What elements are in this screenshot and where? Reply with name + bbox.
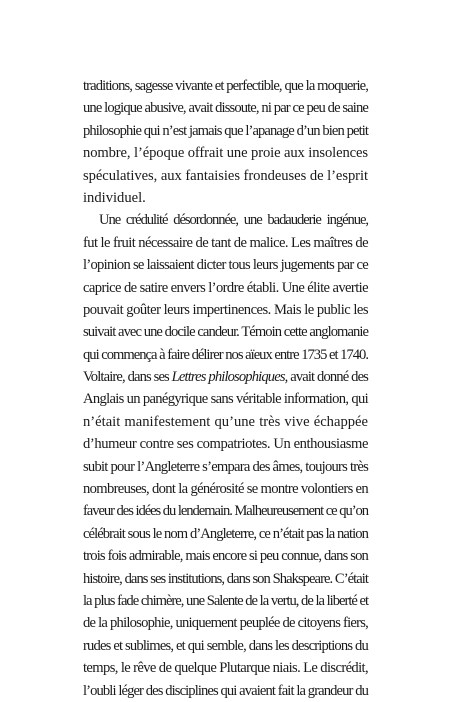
text-line-6: individuel. bbox=[83, 189, 146, 206]
text-line-19: nombreuses, dont la générosité se montre volontiers en bbox=[83, 481, 369, 498]
text-line-17: d’humeur contre ses compatriotes. Un enthousiasme bbox=[83, 436, 369, 453]
text-line-25: de la philosophie, uniquement peuplée de citoyens fiers, bbox=[83, 615, 368, 632]
text-line-26: rudes et sublimes, et qui semble, dans les descriptions du bbox=[83, 637, 368, 654]
text-line-5: spéculatives, aux fantaisies frondeuses de l’esprit bbox=[83, 167, 368, 184]
text-line-11: pouvait goûter leurs impertinences. Mais le public les bbox=[83, 301, 369, 318]
text-line-3: philosophie qui n’est jamais que l’apanage d’un bien petit bbox=[83, 122, 368, 139]
text-line-27: temps, le rêve de quelque Plutarque niais. Le discrédit, bbox=[83, 660, 368, 677]
text-line-1: traditions, sagesse vivante et perfectible, que la moquerie, bbox=[83, 78, 368, 94]
text-line-24: la plus fade chimère, une Salente de la vertu, de la liberté et bbox=[83, 592, 368, 609]
text-line-2: une logique abusive, avait dissoute, ni par ce peu de saine bbox=[83, 100, 368, 117]
text-line-28: l’oubli léger des disciplines qui avaient fait la grandeur du bbox=[83, 682, 368, 699]
text-line-15: Anglais un panégyrique sans véritable information, qui bbox=[83, 391, 369, 408]
book-title: Lettres philosophiques, bbox=[171, 369, 288, 386]
text-line-12: suivait avec une docile candeur. Témoin cette anglomanie bbox=[83, 324, 368, 341]
text-line-14: Voltaire, dans ses Lettres philosophiques, avait donné des bbox=[83, 369, 368, 386]
text-line-4: nombre, l’époque offrait une proie aux insolences bbox=[83, 145, 368, 162]
text-line-8: fut le fruit nécessaire de tant de malice. Les maîtres de bbox=[83, 234, 368, 251]
text-line-18: subit pour l’Angleterre s’empara des âmes, toujours très bbox=[83, 458, 368, 475]
text-line-23: histoire, dans ses institutions, dans son Shakspeare. C’était bbox=[83, 570, 368, 587]
text-line-9: l’opinion se laissaient dicter tous leurs jugements par ce bbox=[83, 257, 368, 274]
body-text bbox=[83, 75, 368, 702]
text-line-20: faveur des idées du lendemain. Malheureusement ce qu’on bbox=[83, 503, 368, 520]
text-line-22: trois fois admirable, mais encore si peu connue, dans son bbox=[83, 548, 368, 565]
text-line-10: caprice de satire envers l’ordre établi. Une élite avertie bbox=[83, 279, 368, 296]
text-line-13: qui commença à faire délirer nos aïeux entre 1735 et 1740. bbox=[83, 346, 368, 363]
text-line-7: Une crédulité désordonnée, une badauderie ingénue, bbox=[99, 212, 368, 229]
text-line-16: n’était manifestement qu’une très vive échappée bbox=[83, 413, 368, 430]
text-line-21: célébrait sous le nom d’Angleterre, ce n’était pas la nation bbox=[83, 525, 368, 542]
